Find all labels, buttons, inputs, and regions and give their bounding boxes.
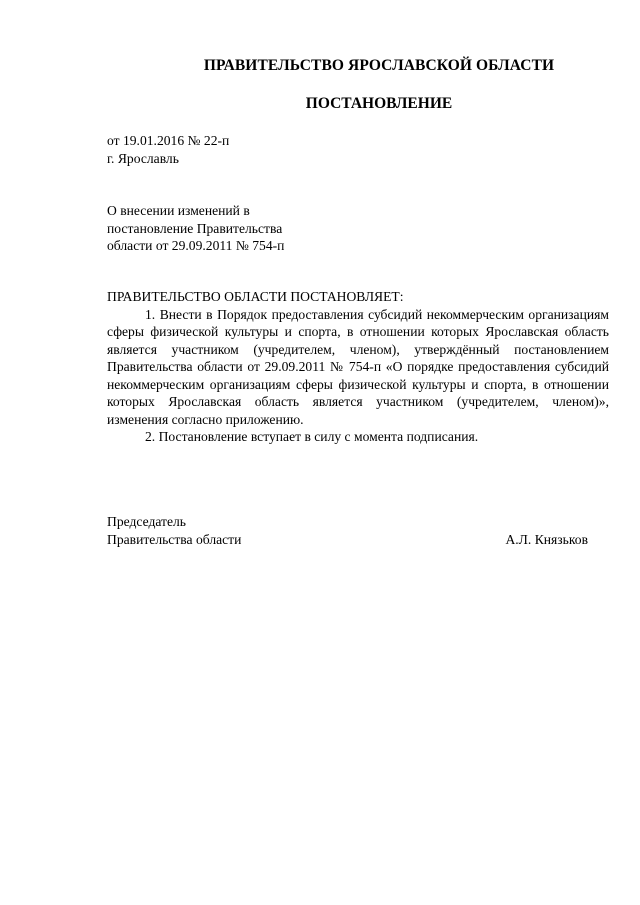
date-number: от 19.01.2016 № 22-п: [107, 133, 230, 148]
city: г. Ярославль: [107, 150, 179, 166]
document-meta: [107, 132, 229, 167]
document-body: [107, 288, 609, 446]
signature-row: [107, 531, 588, 549]
document-type-title: ПОСТАНОВЛЕНИЕ: [305, 95, 453, 112]
signer-position-line-2: Правительства области: [107, 531, 242, 547]
paragraph-item-2: 2. Постановление вступает в силу с момента подписания.: [145, 429, 479, 444]
signer-position-line-1: Председатель: [107, 514, 186, 529]
preamble: ПРАВИТЕЛЬСТВО ОБЛАСТИ ПОСТАНОВЛЯЕТ:: [107, 289, 404, 304]
document-subject: [107, 202, 284, 255]
paragraph-item-1: 1. Внести в Порядок предоставления субсидий некоммерческим организациям сферы физической культуры и спорта, в отношении которых Ярославская область является участником (учредителем, членом), утверждённый постановлением Правительства области от 29.09.2011 № 754-п «О порядке предоставления субсидий некоммерческим организациям сферы физической культуры и спорта, в отношении которых Ярославская область является участником (учредителем, членом)», изменения согласно приложению.: [107, 306, 609, 427]
subject-line: О внесении изменений в: [107, 203, 250, 218]
subject-line: области от 29.09.2011 № 754-п: [107, 238, 285, 253]
signer-name: А.Л. Князьков: [505, 531, 588, 547]
government-title: ПРАВИТЕЛЬСТВО ЯРОСЛАВСКОЙ ОБЛАСТИ: [203, 57, 555, 74]
signature-block: [107, 513, 588, 548]
subject-line: постановление Правительства: [107, 220, 283, 236]
